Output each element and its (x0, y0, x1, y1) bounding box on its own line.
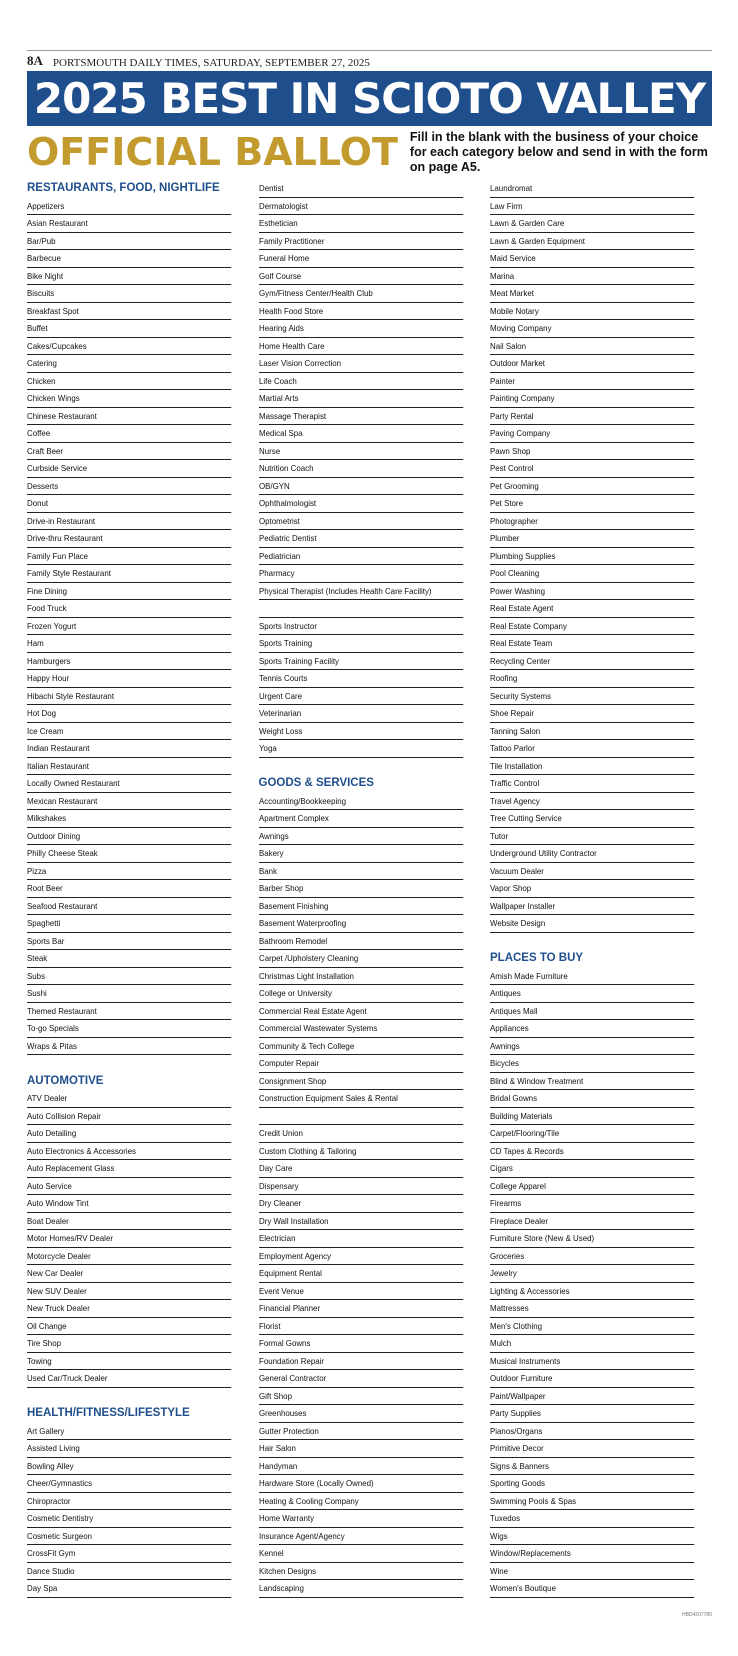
ballot-entry-line[interactable]: Lawn & Garden Care (490, 215, 694, 233)
ballot-entry-line[interactable]: Swimming Pools & Spas (490, 1493, 694, 1511)
ballot-entry-line[interactable]: Hair Salon (259, 1440, 463, 1458)
ballot-entry-line[interactable]: Steak (27, 950, 231, 968)
ballot-entry-line[interactable]: Family Style Restaurant (27, 565, 231, 583)
ballot-entry-line[interactable]: Physical Therapist (Includes Health Care Facility) (259, 583, 463, 601)
ballot-entry-line[interactable]: Barber Shop (259, 880, 463, 898)
ballot-entry-line[interactable]: Firearms (490, 1195, 694, 1213)
ballot-entry-line[interactable]: Commercial Wastewater Systems (259, 1020, 463, 1038)
ballot-entry-line[interactable]: Chiropractor (27, 1493, 231, 1511)
ballot-entry-line[interactable]: Security Systems (490, 688, 694, 706)
ballot-entry-line[interactable]: Insurance Agent/Agency (259, 1528, 463, 1546)
ballot-entry-line[interactable]: Donut (27, 495, 231, 513)
ballot-entry-line[interactable]: Auto Window Tint (27, 1195, 231, 1213)
ballot-entry-line[interactable]: College Apparel (490, 1178, 694, 1196)
ballot-entry-line[interactable]: Wraps & Pitas (27, 1038, 231, 1056)
ballot-entry-line[interactable]: Spaghetti (27, 915, 231, 933)
ballot-entry-line[interactable]: Sports Bar (27, 933, 231, 951)
ballot-entry-line[interactable]: Bridal Gowns (490, 1090, 694, 1108)
ballot-entry-line[interactable]: Sports Training Facility (259, 653, 463, 671)
ballot-entry-line[interactable]: Dispensary (259, 1178, 463, 1196)
ballot-entry-line[interactable]: Law Firm (490, 198, 694, 216)
ballot-entry-line[interactable]: College or University (259, 985, 463, 1003)
ballot-entry-line[interactable]: Outdoor Furniture (490, 1370, 694, 1388)
section-heading: RESTAURANTS, FOOD, NIGHTLIFE (27, 182, 220, 194)
ballot-entry-line[interactable]: Laser Vision Correction (259, 355, 463, 373)
ballot-entry-line[interactable]: Yoga (259, 740, 463, 758)
ballot-entry-line[interactable]: Construction Equipment Sales & Rental (259, 1090, 463, 1108)
ballot-entry-line[interactable]: Cheer/Gymnastics (27, 1475, 231, 1493)
ballot-entry-line[interactable]: Auto Replacement Glass (27, 1160, 231, 1178)
ballot-entry-line[interactable]: Ophthalmologist (259, 495, 463, 513)
ballot-entry-line[interactable]: Home Health Care (259, 338, 463, 356)
ballot-entry-line[interactable]: Appetizers (27, 198, 231, 216)
running-head (27, 50, 712, 69)
page-header (27, 50, 712, 176)
ballot-entry-line[interactable]: Italian Restaurant (27, 758, 231, 776)
ballot-entry-line[interactable]: Real Estate Team (490, 635, 694, 653)
ballot-entry-line[interactable]: CD Tapes & Records (490, 1143, 694, 1161)
section-heading: AUTOMOTIVE (27, 1074, 104, 1087)
ballot-entry-line[interactable]: Motor Homes/RV Dealer (27, 1230, 231, 1248)
ballot-entry-line[interactable]: Outdoor Market (490, 355, 694, 373)
ballot-entry-line[interactable]: Used Car/Truck Dealer (27, 1370, 231, 1388)
ballot-entry-line[interactable]: Landscaping (259, 1580, 463, 1598)
ballot-entry-line[interactable]: Barbecue (27, 250, 231, 268)
ballot-entry-line[interactable]: Christmas Light Installation (259, 968, 463, 986)
ballot-entry-line[interactable]: Philly Cheese Steak (27, 845, 231, 863)
ballot-entry-line[interactable]: Tattoo Parlor (490, 740, 694, 758)
ballot-entry-line[interactable]: Mulch (490, 1335, 694, 1353)
title-banner: 2025 BEST IN SCIOTO VALLEY (27, 71, 712, 126)
ballot-entry-line[interactable]: Painter (490, 373, 694, 391)
ballot-entry-line[interactable]: Sports Instructor (259, 618, 463, 636)
ballot-entry-line[interactable]: Carpet/Flooring/Tile (490, 1125, 694, 1143)
ballot-entry-line[interactable]: Furniture Store (New & Used) (490, 1230, 694, 1248)
ballot-entry-line[interactable]: Pet Store (490, 495, 694, 513)
section-gap (259, 758, 481, 776)
ballot-entry-line[interactable]: Event Venue (259, 1283, 463, 1301)
ballot-entry-line[interactable]: Vacuum Dealer (490, 863, 694, 881)
ballot-entry-line[interactable]: Outdoor Dining (27, 828, 231, 846)
ballot-entry-line[interactable]: Breakfast Spot (27, 303, 231, 321)
ballot-entry-line[interactable]: Chicken (27, 373, 231, 391)
ballot-entry-line[interactable]: Primitive Decor (490, 1440, 694, 1458)
ballot-entry-line[interactable]: Gutter Protection (259, 1423, 463, 1441)
ballot-entry-line[interactable]: Life Coach (259, 373, 463, 391)
ballot-entry-line[interactable]: Root Beer (27, 880, 231, 898)
ballot-entry-line[interactable]: Chicken Wings (27, 390, 231, 408)
ballot-row (27, 128, 712, 176)
ballot-entry-line[interactable]: Hearing Aids (259, 320, 463, 338)
ballot-entry-line[interactable]: Pest Control (490, 460, 694, 478)
ballot-entry-line[interactable]: Amish Made Furniture (490, 968, 694, 986)
ballot-entry-line[interactable]: Nutrition Coach (259, 460, 463, 478)
ballot-columns (27, 180, 712, 1598)
ballot-entry-line[interactable]: Equipment Rental (259, 1265, 463, 1283)
ballot-entry-line[interactable]: Towing (27, 1353, 231, 1371)
ballot-entry-line[interactable]: Catering (27, 355, 231, 373)
ballot-entry-line[interactable]: Lighting & Accessories (490, 1283, 694, 1301)
ballot-entry-line[interactable]: Real Estate Company (490, 618, 694, 636)
ballot-entry-line[interactable]: Happy Hour (27, 670, 231, 688)
ballot-entry-line[interactable]: Recycling Center (490, 653, 694, 671)
ballot-entry-line[interactable]: Mobile Notary (490, 303, 694, 321)
ballot-entry-line[interactable]: Hardware Store (Locally Owned) (259, 1475, 463, 1493)
ballot-entry-line[interactable]: Buffet (27, 320, 231, 338)
ballot-entry-line[interactable]: Bike Night (27, 268, 231, 286)
ballot-entry-line[interactable]: Wigs (490, 1528, 694, 1546)
ballot-entry-line[interactable]: Home Warranty (259, 1510, 463, 1528)
ballot-entry-line[interactable]: Optometrist (259, 513, 463, 531)
ballot-entry-line[interactable]: Kennel (259, 1545, 463, 1563)
page-number: 8A (27, 53, 43, 68)
ballot-entry-line[interactable]: Hot Dog (27, 705, 231, 723)
ballot-entry-line[interactable]: Kitchen Designs (259, 1563, 463, 1581)
ballot-entry-line[interactable]: Fireplace Dealer (490, 1213, 694, 1231)
ballot-entry-line[interactable]: Motorcycle Dealer (27, 1248, 231, 1266)
ballot-entry-line[interactable]: Signs & Banners (490, 1458, 694, 1476)
ballot-entry-line[interactable]: Mattresses (490, 1300, 694, 1318)
ballot-entry-line[interactable]: Dermatologist (259, 198, 463, 216)
ballot-entry-line[interactable]: Custom Clothing & Tailoring (259, 1143, 463, 1161)
ballot-entry-line[interactable]: Tutor (490, 828, 694, 846)
section-heading: PLACES TO BUY (490, 952, 584, 964)
ballot-entry-line[interactable]: Milkshakes (27, 810, 231, 828)
ballot-entry-line[interactable]: Accounting/Bookkeeping (259, 793, 463, 811)
ballot-entry-line[interactable]: Sporting Goods (490, 1475, 694, 1493)
ad-code: HBD4207780 (681, 1612, 712, 1618)
ballot-entry-line[interactable]: Women's Boutique (490, 1580, 694, 1598)
ballot-instructions: Fill in the blank with the business of your choice for each category below and send in with the form on page A5. (409, 129, 708, 174)
ballot-entry-line[interactable]: Employment Agency (259, 1248, 463, 1266)
ballot-entry-line[interactable]: Florist (259, 1318, 463, 1336)
ballot-entry-line[interactable]: Groceries (490, 1248, 694, 1266)
ballot-entry-line[interactable]: Tile Installation (490, 758, 694, 776)
ballot-entry-line[interactable]: Veterinarian (259, 705, 463, 723)
ballot-entry-line[interactable]: Drive-thru Restaurant (27, 530, 231, 548)
ballot-entry-line[interactable]: To-go Specials (27, 1020, 231, 1038)
ballot-entry-line[interactable]: Dry Wall Installation (259, 1213, 463, 1231)
ballot-entry-line[interactable]: Dance Studio (27, 1563, 231, 1581)
ballot-entry-line[interactable]: Vapor Shop (490, 880, 694, 898)
ballot-entry-line[interactable]: Pharmacy (259, 565, 463, 583)
ballot-entry-line[interactable]: Formal Gowns (259, 1335, 463, 1353)
ballot-entry-line[interactable]: Financial Planner (259, 1300, 463, 1318)
ballot-entry-line[interactable]: Bicycles (490, 1055, 694, 1073)
ballot-entry-line[interactable]: Mexican Restaurant (27, 793, 231, 811)
ballot-entry-line[interactable]: Funeral Home (259, 250, 463, 268)
ballot-entry-line[interactable]: General Contractor (259, 1370, 463, 1388)
ballot-entry-line[interactable]: Foundation Repair (259, 1353, 463, 1371)
ballot-entry-line[interactable]: Apartment Complex (259, 810, 463, 828)
section-gap (490, 933, 712, 951)
ballot-entry-line[interactable]: Cigars (490, 1160, 694, 1178)
ballot-entry-line[interactable]: CrossFit Gym (27, 1545, 231, 1563)
ballot-entry-line[interactable]: Desserts (27, 478, 231, 496)
ballot-entry-line[interactable]: Family Fun Place (27, 548, 231, 566)
ballot-entry-line[interactable]: Maid Service (490, 250, 694, 268)
ballot-entry-line[interactable]: Assisted Living (27, 1440, 231, 1458)
ballot-entry-line[interactable]: Fine Dining (27, 583, 231, 601)
ballot-entry-line[interactable]: Nurse (259, 443, 463, 461)
ballot-entry-line[interactable]: New SUV Dealer (27, 1283, 231, 1301)
ballot-entry-line[interactable]: Antiques (490, 985, 694, 1003)
ballot-entry-line[interactable]: Basement Waterproofing (259, 915, 463, 933)
ballot-entry-line[interactable]: Oil Change (27, 1318, 231, 1336)
section-heading: HEALTH/FITNESS/LIFESTYLE (27, 1407, 190, 1419)
ballot-entry-line[interactable]: Pizza (27, 863, 231, 881)
ballot-entry-line[interactable]: Lawn & Garden Equipment (490, 233, 694, 251)
ballot-entry-line[interactable]: Paving Company (490, 425, 694, 443)
ballot-entry-line[interactable]: Tree Cutting Service (490, 810, 694, 828)
ballot-entry-line[interactable]: Hibachi Style Restaurant (27, 688, 231, 706)
ballot-entry-line[interactable]: OB/GYN (259, 478, 463, 496)
ballot-entry-line[interactable]: Heating & Cooling Company (259, 1493, 463, 1511)
ballot-entry-line[interactable]: New Truck Dealer (27, 1300, 231, 1318)
ballot-entry-line[interactable]: Weight Loss (259, 723, 463, 741)
ballot-entry-line[interactable]: Consignment Shop (259, 1073, 463, 1091)
ballot-entry-line[interactable]: Subs (27, 968, 231, 986)
ballot-entry-line[interactable]: Curbside Service (27, 460, 231, 478)
ballot-entry-line[interactable]: Shoe Repair (490, 705, 694, 723)
ballot-entry-line[interactable]: Blind & Window Treatment (490, 1073, 694, 1091)
ballot-entry-line[interactable]: Gym/Fitness Center/Health Club (259, 285, 463, 303)
ballot-entry-line[interactable]: Ham (27, 635, 231, 653)
ballot-entry-line[interactable]: Painting Company (490, 390, 694, 408)
ballot-entry-line[interactable]: Power Washing (490, 583, 694, 601)
ballot-blank-line[interactable] (259, 1108, 463, 1126)
ballot-entry-line[interactable]: Asian Restaurant (27, 215, 231, 233)
ballot-entry-line[interactable]: Laundromat (490, 180, 694, 198)
ballot-entry-line[interactable]: Wallpaper Installer (490, 898, 694, 916)
ballot-entry-line[interactable]: Craft Beer (27, 443, 231, 461)
ballot-entry-line[interactable]: Tuxedos (490, 1510, 694, 1528)
ballot-entry-line[interactable]: Traffic Control (490, 775, 694, 793)
ballot-title: OFFICIAL BALLOT (27, 130, 398, 174)
ballot-entry-line[interactable]: Ice Cream (27, 723, 231, 741)
ballot-entry-line[interactable]: Nail Salon (490, 338, 694, 356)
ballot-entry-line[interactable]: Plumber (490, 530, 694, 548)
ballot-entry-line[interactable]: Appliances (490, 1020, 694, 1038)
ballot-entry-line[interactable]: Bar/Pub (27, 233, 231, 251)
ballot-entry-line[interactable]: Pediatrician (259, 548, 463, 566)
ballot-column (259, 180, 481, 1598)
ballot-entry-line[interactable]: Pianos/Organs (490, 1423, 694, 1441)
ballot-entry-line[interactable]: Window/Replacements (490, 1545, 694, 1563)
ballot-entry-line[interactable]: Dentist (259, 180, 463, 198)
ballot-entry-line[interactable]: Auto Service (27, 1178, 231, 1196)
ballot-entry-line[interactable]: Men's Clothing (490, 1318, 694, 1336)
ballot-entry-line[interactable]: Locally Owned Restaurant (27, 775, 231, 793)
ballot-entry-line[interactable]: Carpet /Upholstery Cleaning (259, 950, 463, 968)
ballot-entry-line[interactable]: Electrician (259, 1230, 463, 1248)
ballot-entry-line[interactable]: Medical Spa (259, 425, 463, 443)
ballot-entry-line[interactable]: Pet Grooming (490, 478, 694, 496)
ballot-entry-line[interactable]: Plumbing Supplies (490, 548, 694, 566)
ballot-entry-line[interactable]: Pediatric Dentist (259, 530, 463, 548)
ballot-entry-line[interactable]: Commercial Real Estate Agent (259, 1003, 463, 1021)
ballot-entry-line[interactable]: Urgent Care (259, 688, 463, 706)
ballot-entry-line[interactable]: New Car Dealer (27, 1265, 231, 1283)
ballot-entry-line[interactable]: Pool Cleaning (490, 565, 694, 583)
ballot-entry-line[interactable]: Greenhouses (259, 1405, 463, 1423)
ballot-entry-line[interactable]: Roofing (490, 670, 694, 688)
ballot-entry-line[interactable]: Tennis Courts (259, 670, 463, 688)
ballot-entry-line[interactable]: Chinese Restaurant (27, 408, 231, 426)
ballot-blank-line[interactable] (259, 600, 463, 618)
ballot-entry-line[interactable]: Sports Training (259, 635, 463, 653)
ballot-entry-line[interactable]: Seafood Restaurant (27, 898, 231, 916)
ballot-entry-line[interactable]: Themed Restaurant (27, 1003, 231, 1021)
ballot-entry-line[interactable]: Drive-in Restaurant (27, 513, 231, 531)
ballot-entry-line[interactable]: Awnings (259, 828, 463, 846)
ballot-entry-line[interactable]: Wine (490, 1563, 694, 1581)
ballot-entry-line[interactable]: Bowling Alley (27, 1458, 231, 1476)
ballot-entry-line[interactable]: Tanning Salon (490, 723, 694, 741)
ballot-entry-line[interactable]: Photographer (490, 513, 694, 531)
ballot-entry-line[interactable]: Underground Utility Contractor (490, 845, 694, 863)
ballot-entry-line[interactable]: Basement Finishing (259, 898, 463, 916)
ballot-entry-line[interactable]: Health Food Store (259, 303, 463, 321)
ballot-entry-line[interactable]: Biscuits (27, 285, 231, 303)
ballot-entry-line[interactable]: Handyman (259, 1458, 463, 1476)
ballot-entry-line[interactable]: Massage Therapist (259, 408, 463, 426)
ballot-entry-line[interactable]: Auto Detailing (27, 1125, 231, 1143)
section-gap (27, 1388, 249, 1406)
ballot-column (27, 180, 249, 1598)
ballot-entry-line[interactable]: Cakes/Cupcakes (27, 338, 231, 356)
ballot-entry-line[interactable]: Building Materials (490, 1108, 694, 1126)
ballot-entry-line[interactable]: Meat Market (490, 285, 694, 303)
ballot-entry-line[interactable]: Marina (490, 268, 694, 286)
ballot-entry-line[interactable]: Frozen Yogurt (27, 618, 231, 636)
ballot-entry-line[interactable]: Cosmetic Surgeon (27, 1528, 231, 1546)
ballot-entry-line[interactable]: Real Estate Agent (490, 600, 694, 618)
ballot-entry-line[interactable]: Sushi (27, 985, 231, 1003)
ballot-entry-line[interactable]: Golf Course (259, 268, 463, 286)
ballot-entry-line[interactable]: Moving Company (490, 320, 694, 338)
ballot-entry-line[interactable]: ATV Dealer (27, 1090, 231, 1108)
ballot-entry-line[interactable]: Indian Restaurant (27, 740, 231, 758)
ballot-entry-line[interactable]: Pawn Shop (490, 443, 694, 461)
ballot-entry-line[interactable]: Cosmetic Dentistry (27, 1510, 231, 1528)
ballot-entry-line[interactable]: Website Design (490, 915, 694, 933)
ballot-entry-line[interactable]: Community & Tech College (259, 1038, 463, 1056)
ballot-entry-line[interactable]: Family Practitioner (259, 233, 463, 251)
ballot-entry-line[interactable]: Tire Shop (27, 1335, 231, 1353)
ballot-entry-line[interactable]: Auto Electronics & Accessories (27, 1143, 231, 1161)
ballot-entry-line[interactable]: Food Truck (27, 600, 231, 618)
ballot-entry-line[interactable]: Coffee (27, 425, 231, 443)
ballot-entry-line[interactable]: Hamburgers (27, 653, 231, 671)
ballot-entry-line[interactable]: Awnings (490, 1038, 694, 1056)
ballot-entry-line[interactable]: Credit Union (259, 1125, 463, 1143)
ballot-entry-line[interactable]: Bakery (259, 845, 463, 863)
ballot-entry-line[interactable]: Bathroom Remodel (259, 933, 463, 951)
ballot-entry-line[interactable]: Bank (259, 863, 463, 881)
ballot-entry-line[interactable]: Musical Instruments (490, 1353, 694, 1371)
ballot-entry-line[interactable]: Paint/Wallpaper (490, 1388, 694, 1406)
publication-line: PORTSMOUTH DAILY TIMES, SATURDAY, SEPTEMBER 27, 2025 (52, 57, 370, 69)
section-heading: GOODS & SERVICES (258, 777, 374, 789)
ballot-entry-line[interactable]: Party Rental (490, 408, 694, 426)
ballot-entry-line[interactable]: Esthetician (259, 215, 463, 233)
ballot-entry-line[interactable]: Art Gallery (27, 1423, 231, 1441)
ballot-entry-line[interactable]: Antiques Mall (490, 1003, 694, 1021)
ballot-entry-line[interactable]: Boat Dealer (27, 1213, 231, 1231)
ballot-entry-line[interactable]: Party Supplies (490, 1405, 694, 1423)
ballot-column (490, 180, 712, 1598)
ballot-entry-line[interactable]: Day Spa (27, 1580, 231, 1598)
ballot-entry-line[interactable]: Auto Collision Repair (27, 1108, 231, 1126)
ballot-entry-line[interactable]: Day Care (259, 1160, 463, 1178)
ballot-entry-line[interactable]: Dry Cleaner (259, 1195, 463, 1213)
ballot-entry-line[interactable]: Travel Agency (490, 793, 694, 811)
ballot-entry-line[interactable]: Gift Shop (259, 1388, 463, 1406)
ballot-entry-line[interactable]: Martial Arts (259, 390, 463, 408)
ballot-entry-line[interactable]: Jewelry (490, 1265, 694, 1283)
section-gap (27, 1055, 249, 1073)
ballot-entry-line[interactable]: Computer Repair (259, 1055, 463, 1073)
